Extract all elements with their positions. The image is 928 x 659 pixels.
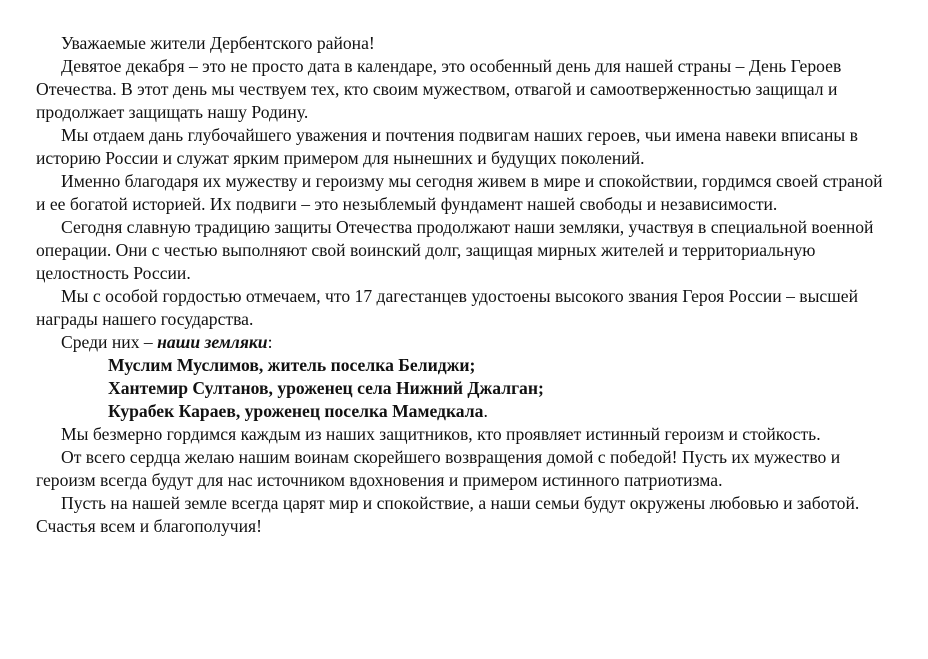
paragraph-2: Мы отдаем дань глубочайшего уважения и почтения подвигам наших героев, чьи имена навеки вписаны в историю России и служат ярким примером для нынешних и будущих поколений. [36, 125, 858, 168]
paragraph-6: Мы безмерно гордимся каждым из наших защитников, кто проявляет истинный героизм и стойкость. [61, 424, 821, 444]
among-them-line [36, 331, 888, 354]
paragraph-7: От всего сердца желаю нашим воинам скорейшего возвращения домой с победой! Пусть их мужество и героизм всегда будут для нас источником вдохновения и примером истинного патриотизма. [36, 447, 841, 490]
hero-list-end: . [483, 401, 488, 421]
among-emphasis: наши земляки [157, 332, 268, 352]
paragraph-3: Именно благодаря их мужеству и героизму мы сегодня живем в мире и спокойствии, гордимся своей страной и ее богатой историей. Их подвиги – это незыблемый фундамент нашей свободы и независимости. [36, 171, 883, 214]
paragraph-5: Мы с особой гордостью отмечаем, что 17 дагестанцев удостоены высокого звания Героя России – высшей награды нашего государства. [36, 286, 859, 329]
among-suffix: : [267, 332, 273, 352]
greeting: Уважаемые жители Дербентского района! [61, 33, 375, 53]
hero-name: Курабек Караев, уроженец поселка Мамедкала [108, 401, 484, 421]
paragraph-1: Девятое декабря – это не просто дата в календаре, это особенный день для нашей страны – День Героев Отечества. В этот день мы чествуем тех, кто своим мужеством, отвагой и самоотверженностью защищал и продолжает защищать нашу Родину. [36, 56, 842, 122]
hero-item: Хантемир Султанов, уроженец села Нижний Джалган; [108, 378, 544, 398]
paragraph-4: Сегодня славную традицию защиты Отечества продолжают наши земляки, участвуя в специальной военной операции. Они с честью выполняют свой воинский долг, защищая мирных жителей и территориальную целостность России. [36, 217, 874, 283]
among-prefix: Среди них – [61, 332, 158, 352]
paragraph-8: Пусть на нашей земле всегда царят мир и спокойствие, а наши семьи будут окружены любовью и заботой. Счастья всем и благополучия! [36, 493, 860, 536]
hero-item: Муслим Муслимов, житель поселка Белиджи; [108, 355, 476, 375]
hero-item-last [36, 400, 888, 423]
